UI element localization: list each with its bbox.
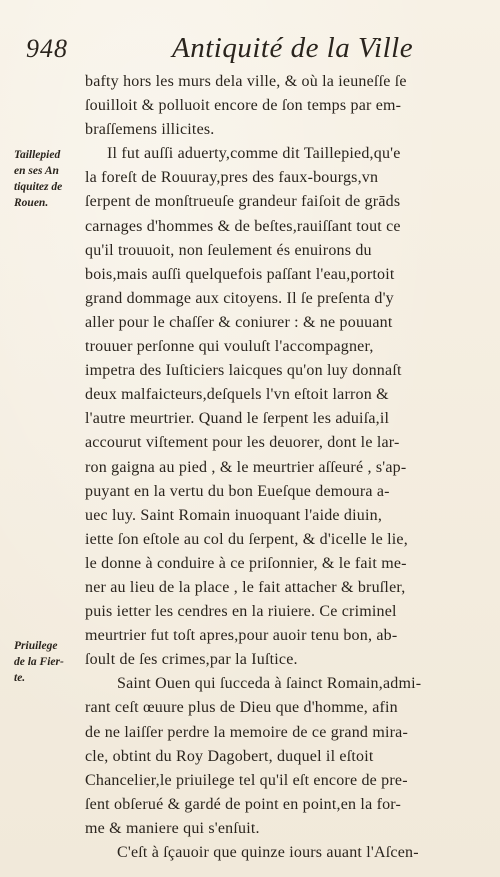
text-line: uec luy. Saint Romain inuoquant l'aide diuin, [85, 506, 383, 524]
margin-note-line: Taillepied [14, 149, 61, 161]
margin-note-line: tiquitez de [14, 181, 63, 193]
text-line: puyant en la vertu du bon Eueſque demoura a- [85, 482, 390, 500]
text-line: C'eſt à ſçauoir que quinze iours auant l'Aſcen- [117, 844, 419, 861]
text-line: braſſemens illicites. [85, 121, 215, 139]
text-line: me & maniere qui s'enſuit. [85, 819, 260, 837]
text-line: ner au lieu de la place , le fait attacher & bruſler, [85, 578, 406, 596]
text-line: meurtrier fut toſt apres,pour auoir tenu bon, ab- [85, 627, 398, 645]
margin-note-taillepied [14, 147, 86, 211]
text-line: cle, obtint du Roy Dagobert, duquel il eſtoit [85, 747, 374, 765]
text-line: Chancelier,le priuilege tel qu'il eſt encore de pre- [85, 771, 408, 789]
text-line: grand dommage aux citoyens. Il ſe preſenta d'y [85, 289, 394, 307]
text-line: aller pour le chaſſer & coniurer : & ne pouuant [85, 313, 393, 331]
body-text [85, 70, 480, 865]
text-line: trouuer perſonne qui vouluſt l'accompagner, [85, 338, 374, 356]
margin-note-line: en ses An [14, 165, 59, 177]
text-line: accourut viſtement pour les deuorer, dont le lar- [85, 434, 400, 452]
text-line: rant ceſt œuure plus de Dieu que d'homme, afin [85, 699, 398, 717]
margin-note-line: de la Fier- [14, 656, 64, 668]
text-line: le donne à conduire à ce priſonnier, & le fait me- [85, 554, 407, 572]
text-line: qu'il trouuoit, non ſeulement és enuirons du [85, 241, 372, 259]
text-line: Il fut auſſi aduerty,comme dit Taillepied,qu'e [107, 145, 401, 163]
page-number: 948 [26, 34, 68, 63]
text-line: deux malfaicteurs,deſquels l'vn eſtoit larron & [85, 386, 389, 404]
text-line: carnages d'hommes & de beſtes,rauiſſant tout ce [85, 217, 401, 235]
text-line: la foreſt de Rouuray,pres des faux-bourgs,vn [85, 169, 379, 187]
text-line: de ne laiſſer perdre la memoire de ce grand mira- [85, 723, 408, 741]
text-line: impetra des Iuſticiers laicques qu'on luy donnaſt [85, 362, 402, 380]
page-header [26, 30, 474, 66]
text-line: ſoult de ſes crimes,par la Iuſtice. [85, 651, 298, 669]
margin-note-priuilege [14, 638, 86, 686]
running-title: Antiquité de la Ville [172, 32, 414, 64]
text-line: puis ietter les cendres en la riuiere. Ce criminel [85, 603, 397, 621]
text-line: bois,mais auſſi quelquefois paſſant l'eau,portoit [85, 265, 395, 283]
text-line: ſouilloit & polluoit encore de ſon temps par em- [85, 97, 402, 115]
text-line: ron gaigna au pied , & le meurtrier aſſeuré , s'ap- [85, 458, 407, 476]
margin-note-line: Rouen. [14, 197, 49, 209]
text-line: ſerpent de monſtrueuſe grandeur faiſoit de grāds [85, 193, 401, 211]
text-line: bafty hors les murs dela ville, & où la ieuneſſe ſe [85, 73, 407, 90]
text-line: ſent obſerué & gardé de point en point,en la for- [85, 795, 402, 813]
text-line: Saint Ouen qui ſucceda à ſainct Romain,admi- [117, 675, 422, 693]
text-line: iette ſon eſtole au col du ſerpent, & d'icelle le lie, [85, 530, 408, 548]
text-line: l'autre meurtrier. Quand le ſerpent les aduiſa,il [85, 410, 390, 428]
margin-note-line: te. [14, 672, 26, 684]
margin-note-line: Priuilege [14, 640, 58, 652]
